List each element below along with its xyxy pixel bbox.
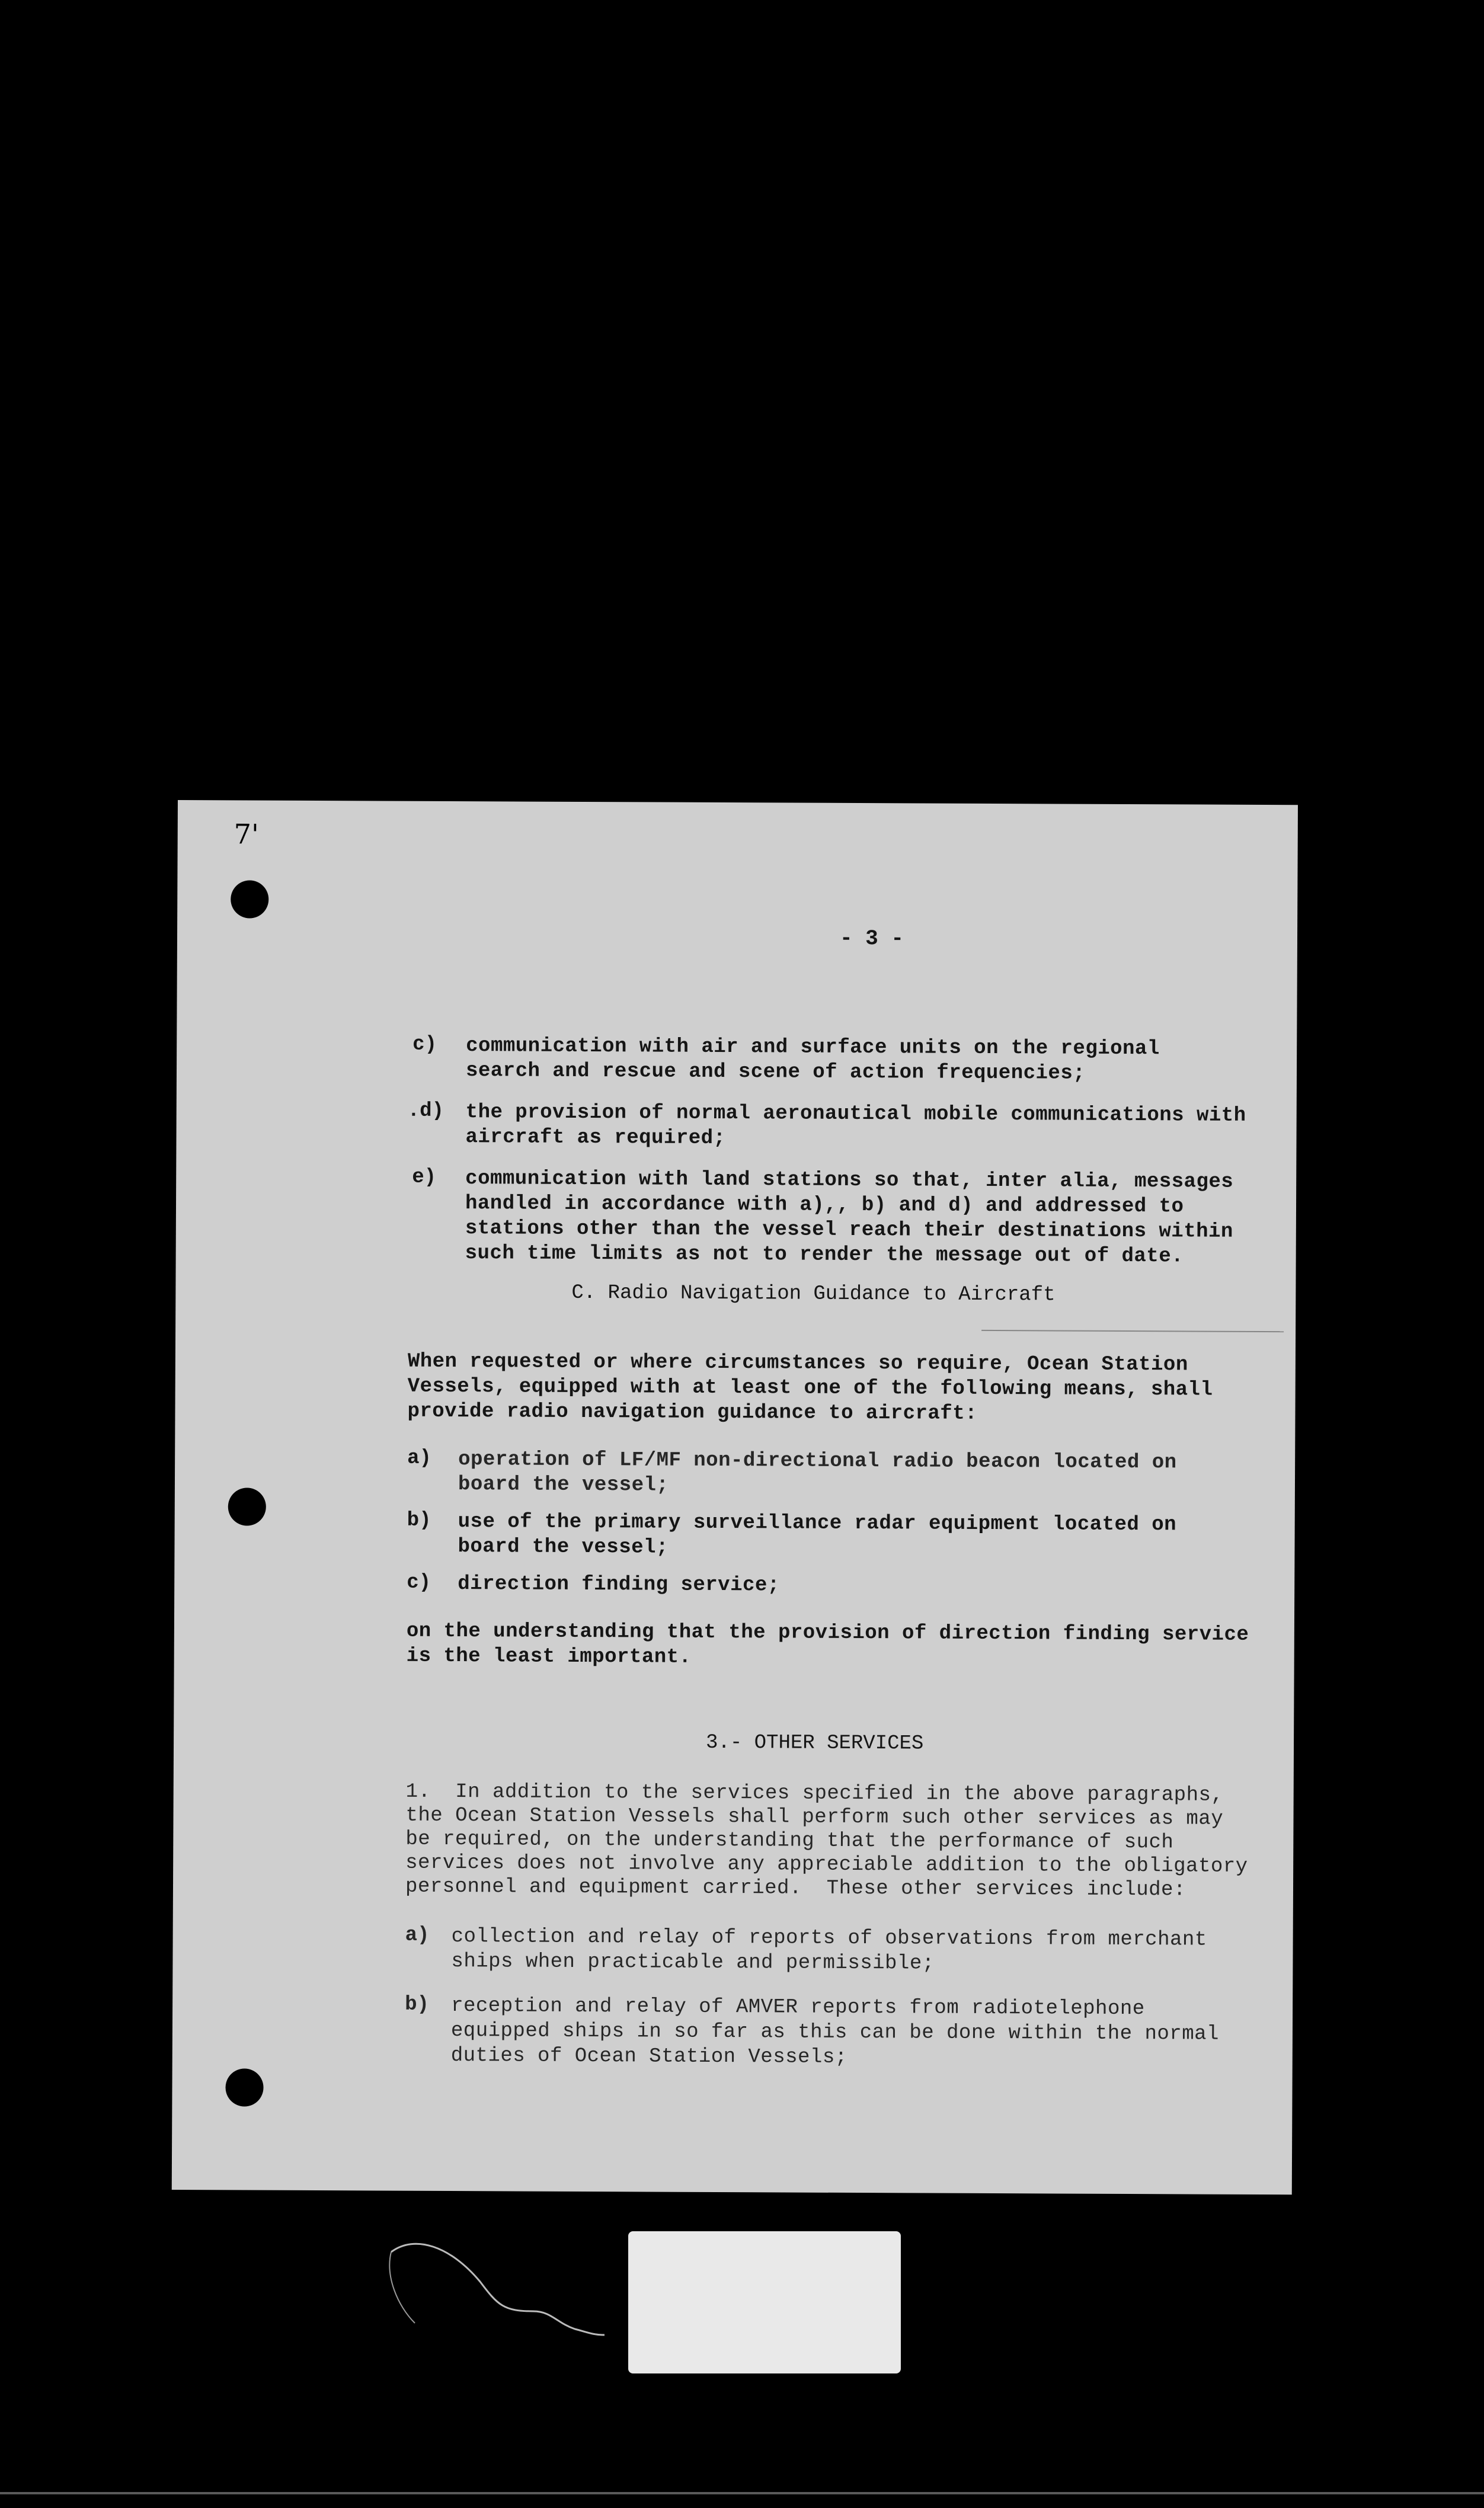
document-page — [172, 800, 1298, 2194]
section-c-intro: When requested or where circumstances so require, Ocean Station Vessels, equipped with at least one of the following means, shall provide radio navigation guidance to aircraft: — [407, 1350, 1213, 1425]
nav-item-b-text: use of the primary surveillance radar equipment located on board the vessel; — [458, 1511, 1177, 1559]
paper-scrap — [379, 2240, 605, 2382]
section-3-paragraph: 1. In addition to the services specified in the above paragraphs, the Ocean Station Vessels shall perform such other services as may be required, on the understanding that the performance of such services does not involve any appreciable addition to the obligatory personnel and equipment carried. These other services include: — [405, 1780, 1248, 1902]
punch-hole-top — [231, 880, 268, 918]
item-e-text: communication with land stations so that, inter alia, messages handled in accordance with a),, b) and d) and addressed to stations other than the vessel reach their destinations within such time limits as not to render the message out of date. — [465, 1167, 1234, 1268]
corner-mark: 7' — [234, 818, 259, 850]
item-e-label: e) — [412, 1166, 437, 1189]
stray-rule — [981, 1330, 1284, 1332]
item-d-text: the provision of normal aeronautical mobile communications with aircraft as required; — [465, 1101, 1246, 1150]
section-c-heading: C. Radio Navigation Guidance to Aircraft — [571, 1281, 1056, 1307]
nav-item-b-label: b) — [407, 1509, 431, 1532]
nav-item-c-label: c) — [407, 1571, 431, 1594]
punch-hole-bottom — [225, 2068, 263, 2106]
other-item-a-text: collection and relay of reports of observations from merchant ships when practicable and permissible; — [451, 1925, 1207, 1975]
paper-slip — [628, 2231, 901, 2373]
section-c-closing: on the understanding that the provision of direction finding service is the least important. — [406, 1620, 1249, 1669]
punch-hole-middle — [228, 1487, 266, 1525]
other-item-b-text: reception and relay of AMVER reports from radiotelephone equipped ships in so far as this can be done within the normal duties of Ocean Station Vessels; — [450, 1995, 1220, 2069]
nav-item-a-label: a) — [407, 1447, 432, 1470]
item-d-label: .d) — [407, 1099, 444, 1122]
nav-item-a-text: operation of LF/MF non-directional radio beacon located on board the vessel; — [458, 1448, 1177, 1497]
film-edge — [0, 2492, 1484, 2494]
other-item-b-label: b) — [405, 1993, 430, 2016]
section-3-heading: 3.- OTHER SERVICES — [705, 1731, 924, 1755]
item-c-text: communication with air and surface units on the regional search and rescue and scene of action frequencies; — [465, 1035, 1160, 1085]
other-item-a-label: a) — [405, 1924, 430, 1947]
item-c-label: c) — [412, 1033, 437, 1056]
page-number: - 3 - — [839, 926, 904, 951]
nav-item-c-text: direction finding service; — [458, 1573, 780, 1597]
